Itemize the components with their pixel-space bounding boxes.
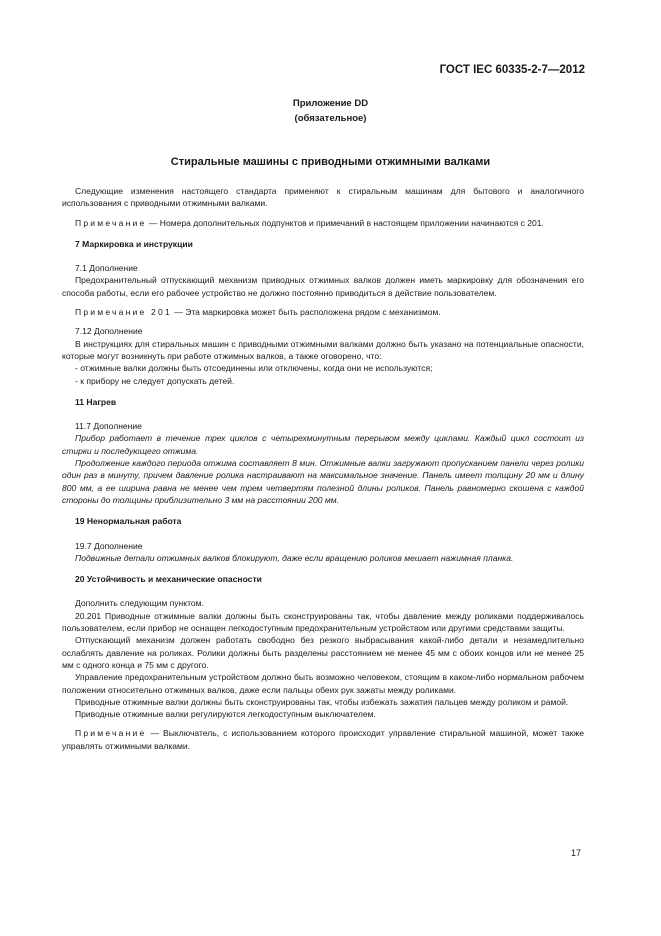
note-label: Примечание xyxy=(75,728,147,739)
section-11-heading: 11 Нагрев xyxy=(75,396,117,407)
clause-11-7-text-2: Продолжение каждого периода отжима составляет 8 мин. Отжимные валки загружают пропусканием панели через ролики один раз в минуту, причем давление ролика настраивают на максимальное значение. Панель имеет толщину 20 мм и длину 800 мм, а ее ширина равна не менее чем трем четвертям полезной длины роликов. Панель равномерно скошена с каждой стороны до толщины приблизительно 3 мм на расстоянии 200 мм. xyxy=(62,458,584,505)
clause-7-1-title: 7.1 Дополнение xyxy=(75,263,138,274)
annex-label: Приложение DD xyxy=(292,98,369,109)
clause-20-intro: Дополнить следующим пунктом. xyxy=(75,598,204,609)
list-item: - к прибору не следует допускать детей. xyxy=(75,375,235,386)
clause-7-12-text: В инструкциях для стиральных машин с приводными отжимными валками должно быть указано на потенциальные опасности, которые могут возникнуть при работе отжимных валков, а также оговорено, что: xyxy=(62,338,584,361)
annex-title: Стиральные машины с приводными отжимными валками xyxy=(170,156,491,168)
annex-heading xyxy=(0,96,661,126)
note-201 xyxy=(62,306,584,318)
note-text: — Эта маркировка может быть расположена рядом с механизмом. xyxy=(171,307,441,318)
note-text: — Выключатель, с использованием которого происходит управление стиральной машиной, может также управлять отжимными валками. xyxy=(62,728,584,751)
intro-paragraph: Следующие изменения настоящего стандарта применяют к стиральным машинам для бытового и аналогичного использования с приводными отжимными валками. xyxy=(62,186,584,209)
note-label: Примечание 201 xyxy=(75,307,172,318)
clause-19-7-text: Подвижные детали отжимных валков блокируют, даже если вращению роликов мешает нажимная планка. xyxy=(75,552,514,563)
clause-19-7-title: 19.7 Дополнение xyxy=(75,540,143,551)
clause-11-7-title: 11.7 Дополнение xyxy=(75,421,142,432)
section-20-heading: 20 Устойчивость и механические опасности xyxy=(75,574,262,585)
clause-20-201-text-3: Управление предохранительным устройством должно быть возможно человеком, стоящим в каком-либо нормальном рабочем положении относительно отжимных валков, даже если пальцы обеих рук зажаты между роликами. xyxy=(62,672,584,695)
clause-20-201: 20.201 Приводные отжимные валки должны быть сконструированы так, чтобы давление между роликами поддерживалось пользователем, если прибор не оснащен легкодоступным предохранительным устройством или другими средствами защиты. xyxy=(62,610,584,634)
clause-20-201-text-2: Отпускающий механизм должен работать свободно без резкого выбрасывания какой-либо детали и незамедлительно ослаблять давление на роликах. Ролики должны быть разделены расстоянием не менее 45 мм с обоих концов или не менее 25 мм с одного конца и 75 мм с другого. xyxy=(62,635,584,670)
note-1 xyxy=(62,217,584,229)
standard-header: ГОСТ IEC 60335-2-7—2012 xyxy=(439,64,585,76)
clause-20-201-text-4: Приводные отжимные валки должны быть сконструированы так, чтобы избежать зажатия пальцев между роликом и рамой. xyxy=(75,696,569,707)
section-19-heading: 19 Ненормальная работа xyxy=(75,516,182,527)
note-label: Примечание xyxy=(75,217,147,228)
clause-7-1-text: Предохранительный отпускающий механизм приводных отжимных валков должен иметь маркировку для обозначения его способа работы, если его рабочее устройство не должно постоянно приводиться в действие пользователем. xyxy=(62,275,584,298)
clause-11-7-text-1: Прибор работает в течение трех циклов с четырехминутным перерывом между циклами. Каждый цикл состоит из стирки и последующего отжима. xyxy=(62,433,584,456)
document-body xyxy=(62,185,584,752)
clause-7-12-title: 7.12 Дополнение xyxy=(75,326,143,337)
note-text: — Номера дополнительных подпунктов и примечаний в настоящем приложении начинаются с 201. xyxy=(146,217,544,228)
list-item: - отжимные валки должны быть отсоединены или отключены, когда они не используются; xyxy=(75,363,433,374)
note-20 xyxy=(62,727,584,752)
clause-20-201-text-5: Приводные отжимные валки регулируются легкодоступным выключателем. xyxy=(75,709,376,720)
annex-status: (обязательное) xyxy=(294,113,367,124)
section-7-heading: 7 Маркировка и инструкции xyxy=(75,238,193,249)
page-number: 17 xyxy=(570,848,581,858)
